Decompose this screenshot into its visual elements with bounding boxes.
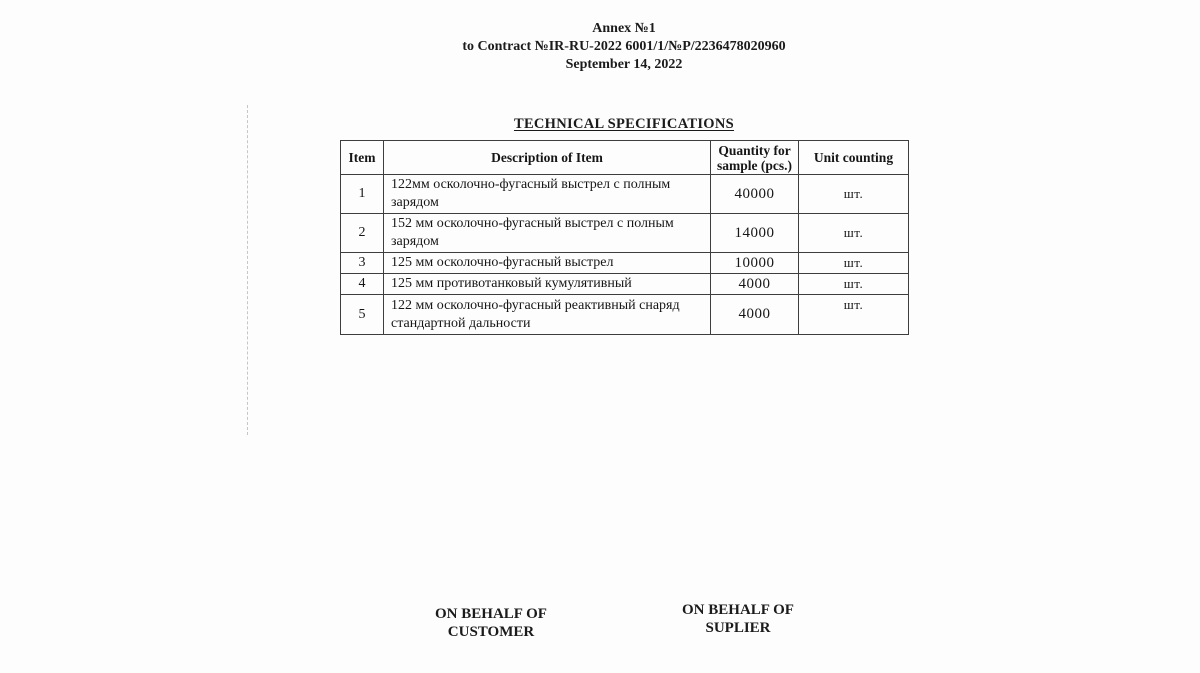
table-row bbox=[341, 175, 909, 214]
item-description: 122мм осколочно-фугасный выстрел с полным зарядом bbox=[384, 175, 711, 214]
item-description: 122 мм осколочно-фугасный реактивный снаряд стандартной дальности bbox=[384, 295, 711, 335]
table-title-text: TECHNICAL SPECIFICATIONS bbox=[513, 116, 735, 132]
date-line: September 14, 2022 bbox=[565, 57, 683, 72]
item-number: 2 bbox=[341, 214, 384, 253]
item-number: 5 bbox=[341, 295, 384, 335]
item-unit: шт. bbox=[799, 175, 909, 214]
annex-number-line: Annex №1 bbox=[592, 21, 656, 36]
item-quantity: 40000 bbox=[711, 175, 799, 214]
supplier-label: SUPLIER bbox=[705, 619, 771, 636]
document-header bbox=[340, 20, 908, 74]
customer-label: CUSTOMER bbox=[447, 623, 535, 640]
item-quantity: 4000 bbox=[711, 295, 799, 335]
item-quantity: 4000 bbox=[711, 274, 799, 295]
column-header-quantity: Quantity for sample (pcs.) bbox=[711, 141, 799, 175]
signature-block-customer bbox=[406, 606, 576, 641]
item-quantity: 10000 bbox=[711, 253, 799, 274]
on-behalf-of-label: ON BEHALF OF bbox=[682, 602, 794, 618]
item-number: 4 bbox=[341, 274, 384, 295]
column-header-item: Item bbox=[341, 141, 384, 175]
item-description: 152 мм осколочно-фугасный выстрел с полным зарядом bbox=[384, 214, 711, 253]
item-number: 3 bbox=[341, 253, 384, 274]
on-behalf-of-label: ON BEHALF OF bbox=[435, 606, 547, 622]
column-header-description: Description of Item bbox=[384, 141, 711, 175]
table-row bbox=[341, 253, 909, 274]
item-unit: шт. bbox=[799, 295, 909, 335]
scan-fold-artifact bbox=[247, 105, 248, 435]
item-description: 125 мм осколочно-фугасный выстрел bbox=[384, 253, 711, 274]
table-row bbox=[341, 214, 909, 253]
item-unit: шт. bbox=[799, 253, 909, 274]
table-row bbox=[341, 295, 909, 335]
item-unit: шт. bbox=[799, 274, 909, 295]
item-unit: шт. bbox=[799, 214, 909, 253]
item-quantity: 14000 bbox=[711, 214, 799, 253]
table-header-row bbox=[341, 141, 909, 175]
signature-block-supplier bbox=[653, 602, 823, 637]
table-row bbox=[341, 274, 909, 295]
column-header-unit: Unit counting bbox=[799, 141, 909, 175]
specifications-table bbox=[340, 140, 909, 335]
table-title bbox=[340, 116, 908, 133]
contract-number-line: to Contract №IR-RU-2022 6001/1/№P/2236478020960 bbox=[462, 39, 786, 54]
item-number: 1 bbox=[341, 175, 384, 214]
item-description: 125 мм противотанковый кумулятивный bbox=[384, 274, 711, 295]
